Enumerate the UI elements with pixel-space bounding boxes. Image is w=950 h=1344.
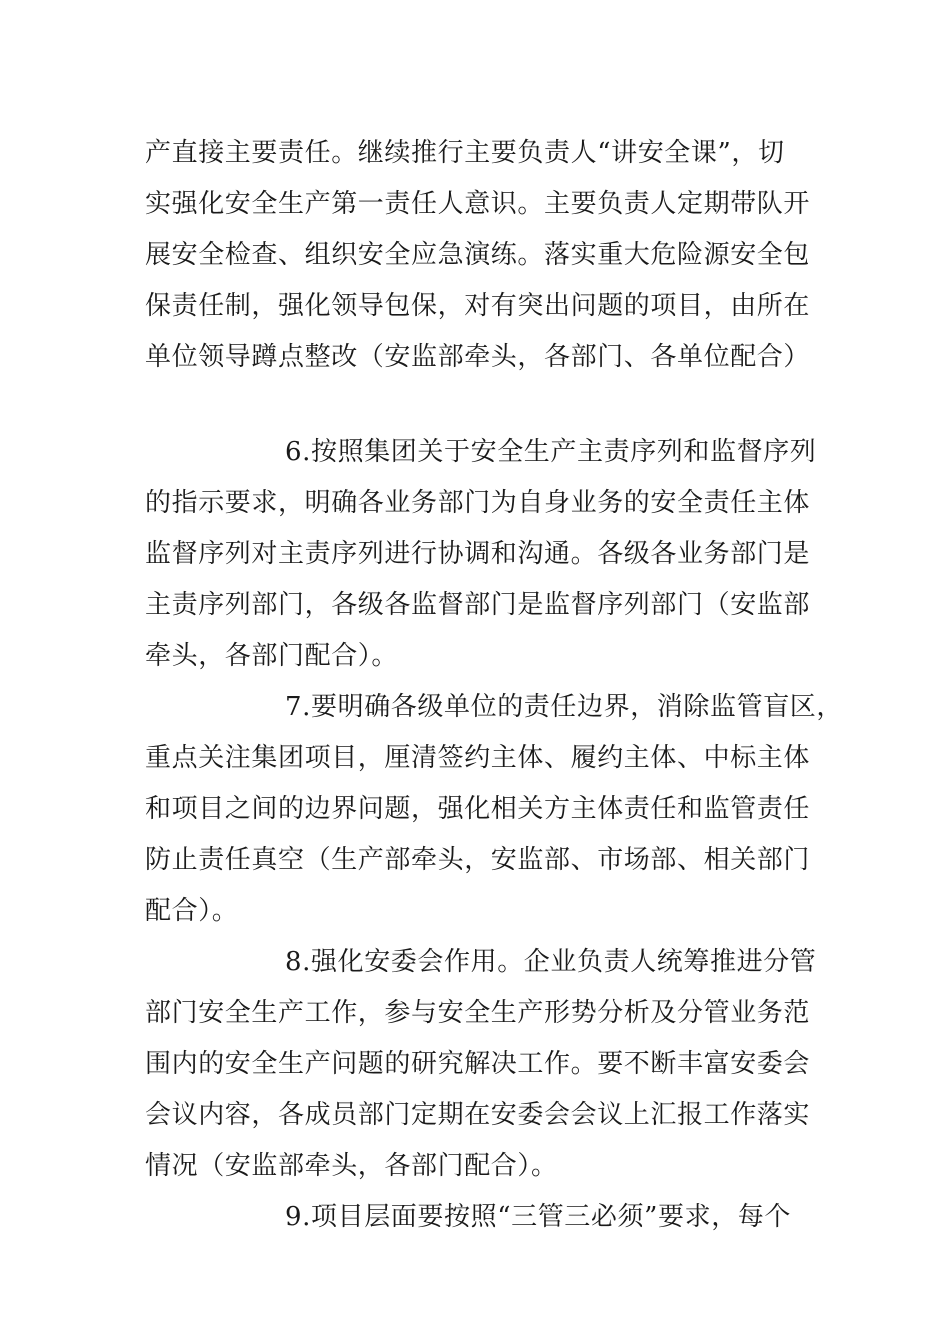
text-line: 监督序列对主责序列进行协调和沟通。各级各业务部门是	[145, 539, 811, 569]
text-line: 主责序列部门，各级各监督部门是监督序列部门（安监部	[145, 590, 811, 620]
text-line: 的指示要求，明确各业务部门为自身业务的安全责任主体	[145, 488, 811, 518]
text-line: 和项目之间的边界问题，强化相关方主体责任和监管责任	[145, 794, 811, 824]
text-line: 会议内容，各成员部门定期在安委会会议上汇报工作落实	[145, 1100, 811, 1130]
text-line: 部门安全生产工作，参与安全生产形势分析及分管业务范	[145, 998, 811, 1028]
paragraph-6-start: 6.按照集团关于安全生产主责序列和监督序列	[285, 437, 817, 467]
text-line: 展安全检查、组织安全应急演练。落实重大危险源安全包	[145, 240, 811, 270]
text-line: 防止责任真空（生产部牵头，安监部、市场部、相关部门	[145, 845, 811, 875]
text-line: 保责任制，强化领导包保，对有突出问题的项目，由所在	[145, 291, 811, 321]
text-line: 情况（安监部牵头，各部门配合）。	[145, 1151, 558, 1181]
text-line: 牵头，各部门配合）。	[145, 641, 399, 671]
text-line: 重点关注集团项目，厘清签约主体、履约主体、中标主体	[145, 743, 811, 773]
text-line: 配合）。	[145, 896, 239, 926]
text-line: 实强化安全生产第一责任人意识。主要负责人定期带队开	[145, 189, 811, 219]
text-line: 单位领导蹲点整改（安监部牵头，各部门、各单位配合）	[145, 342, 811, 372]
paragraph-8-start: 8.强化安委会作用。企业负责人统筹推进分管	[285, 947, 817, 977]
text-line: 产直接主要责任。继续推行主要负责人“讲安全课”，切	[145, 138, 785, 168]
paragraph-9-start: 9.项目层面要按照“三管三必须”要求，每个	[285, 1202, 791, 1232]
paragraph-7-start: 7.要明确各级单位的责任边界，消除监管盲区，	[285, 692, 844, 722]
text-line: 围内的安全生产问题的研究解决工作。要不断丰富安委会	[145, 1049, 811, 1079]
